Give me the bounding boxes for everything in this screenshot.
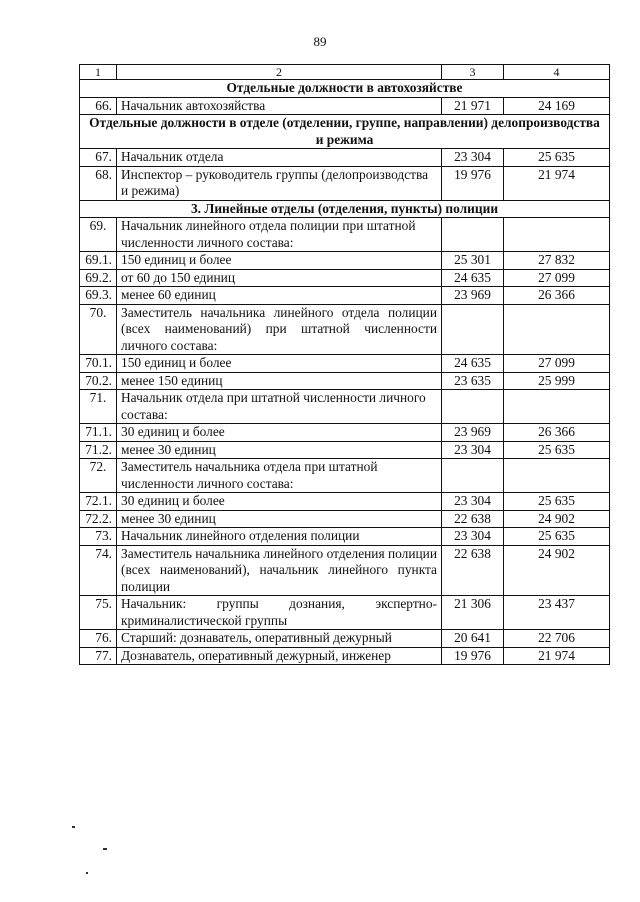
- row-number: 69.3.: [80, 287, 117, 305]
- salary-value-col3: 23 304: [442, 493, 504, 511]
- row-number: 70.2.: [80, 372, 117, 390]
- position-name: Начальник автохозяйства: [117, 97, 442, 115]
- salary-value-col3: [442, 218, 504, 252]
- salary-value-col4: 26 366: [504, 287, 610, 305]
- position-name: менее 30 единиц: [117, 441, 442, 459]
- row-number: 73.: [80, 528, 117, 546]
- salary-value-col4: 25 635: [504, 149, 610, 167]
- header-col-3: 3: [442, 65, 504, 80]
- row-number: 77.: [80, 647, 117, 665]
- salary-value-col3: 23 969: [442, 424, 504, 442]
- table-row: [80, 441, 610, 459]
- row-number: 72.1.: [80, 493, 117, 511]
- section-row: [80, 115, 610, 149]
- salary-value-col3: [442, 304, 504, 355]
- table-row: [80, 149, 610, 167]
- position-name: 150 единиц и более: [117, 252, 442, 270]
- salary-value-col3: 23 969: [442, 287, 504, 305]
- row-number: 70.1.: [80, 355, 117, 373]
- row-number: 71.1.: [80, 424, 117, 442]
- salary-value-col4: 24 902: [504, 510, 610, 528]
- table-row: [80, 424, 610, 442]
- table-row: [80, 166, 610, 200]
- table-row: [80, 355, 610, 373]
- header-col-2: 2: [117, 65, 442, 80]
- table-row: [80, 630, 610, 648]
- row-number: 72.: [80, 459, 117, 493]
- salary-value-col4: 24 169: [504, 97, 610, 115]
- header-col-1: 1: [80, 65, 117, 80]
- salary-value-col4: 27 099: [504, 269, 610, 287]
- salary-value-col3: [442, 390, 504, 424]
- position-name: 150 единиц и более: [117, 355, 442, 373]
- salary-table: [79, 64, 610, 665]
- salary-value-col3: 20 641: [442, 630, 504, 648]
- salary-value-col4: [504, 218, 610, 252]
- salary-value-col3: 21 971: [442, 97, 504, 115]
- salary-value-col4: 22 706: [504, 630, 610, 648]
- salary-value-col3: 22 638: [442, 545, 504, 596]
- row-number: 67.: [80, 149, 117, 167]
- section-title: Отдельные должности в автохозяйстве: [80, 80, 610, 98]
- position-name: 30 единиц и более: [117, 493, 442, 511]
- salary-value-col4: 25 635: [504, 493, 610, 511]
- page-number: 89: [313, 34, 327, 49]
- table-row: [80, 287, 610, 305]
- table-row: [80, 252, 610, 270]
- table-row: [80, 459, 610, 493]
- salary-value-col3: 23 304: [442, 149, 504, 167]
- salary-value-col4: 25 635: [504, 528, 610, 546]
- row-number: 70.: [80, 304, 117, 355]
- section-title: 3. Линейные отделы (отделения, пункты) полиции: [80, 200, 610, 218]
- table-row: [80, 647, 610, 665]
- scan-speck: [86, 872, 88, 874]
- table-row: [80, 528, 610, 546]
- row-number: 68.: [80, 166, 117, 200]
- salary-value-col3: 21 306: [442, 596, 504, 630]
- position-name: менее 30 единиц: [117, 510, 442, 528]
- salary-value-col4: [504, 304, 610, 355]
- salary-value-col3: 22 638: [442, 510, 504, 528]
- salary-value-col3: 23 304: [442, 528, 504, 546]
- salary-value-col4: 24 902: [504, 545, 610, 596]
- position-name: менее 60 единиц: [117, 287, 442, 305]
- salary-value-col4: 21 974: [504, 647, 610, 665]
- scan-speck: [72, 826, 75, 828]
- table-row: [80, 218, 610, 252]
- salary-value-col3: 24 635: [442, 355, 504, 373]
- row-number: 76.: [80, 630, 117, 648]
- row-number: 69.: [80, 218, 117, 252]
- position-name: Старший: дознаватель, оперативный дежурный: [117, 630, 442, 648]
- row-number: 66.: [80, 97, 117, 115]
- salary-value-col3: 25 301: [442, 252, 504, 270]
- header-col-4: 4: [504, 65, 610, 80]
- row-number: 69.2.: [80, 269, 117, 287]
- salary-value-col4: [504, 390, 610, 424]
- header-row: [80, 65, 610, 80]
- salary-value-col4: [504, 459, 610, 493]
- salary-value-col3: 23 635: [442, 372, 504, 390]
- position-name: 30 единиц и более: [117, 424, 442, 442]
- table-row: [80, 304, 610, 355]
- salary-value-col4: 26 366: [504, 424, 610, 442]
- position-name: менее 150 единиц: [117, 372, 442, 390]
- table-row: [80, 493, 610, 511]
- position-name: Заместитель начальника отдела при штатной численности личного состава:: [117, 459, 442, 493]
- salary-value-col4: 27 099: [504, 355, 610, 373]
- row-number: 71.2.: [80, 441, 117, 459]
- table-row: [80, 596, 610, 630]
- position-name: Дознаватель, оперативный дежурный, инженер: [117, 647, 442, 665]
- salary-value-col3: 23 304: [442, 441, 504, 459]
- section-title: Отдельные должности в отделе (отделении, группе, направлении) делопроизводства и режима: [80, 115, 610, 149]
- position-name: Заместитель начальника линейного отдела полиции (всех наименований) при штатной численности личного состава:: [117, 304, 442, 355]
- section-row: [80, 200, 610, 218]
- position-name: Начальник отдела: [117, 149, 442, 167]
- salary-value-col4: 25 999: [504, 372, 610, 390]
- salary-value-col3: [442, 459, 504, 493]
- position-name: Начальник: группы дознания, экспертно-криминалистической группы: [117, 596, 442, 630]
- row-number: 75.: [80, 596, 117, 630]
- scan-speck: [103, 848, 107, 850]
- row-number: 74.: [80, 545, 117, 596]
- row-number: 69.1.: [80, 252, 117, 270]
- table-row: [80, 545, 610, 596]
- table-row: [80, 390, 610, 424]
- table-row: [80, 372, 610, 390]
- salary-value-col4: 25 635: [504, 441, 610, 459]
- position-name: от 60 до 150 единиц: [117, 269, 442, 287]
- table-row: [80, 97, 610, 115]
- table-row: [80, 269, 610, 287]
- salary-value-col3: 19 976: [442, 647, 504, 665]
- table-row: [80, 510, 610, 528]
- position-name: Начальник отдела при штатной численности личного состава:: [117, 390, 442, 424]
- salary-value-col3: 24 635: [442, 269, 504, 287]
- row-number: 71.: [80, 390, 117, 424]
- position-name: Заместитель начальника линейного отделения полиции (всех наименований), начальник линейного пункта полиции: [117, 545, 442, 596]
- salary-value-col4: 21 974: [504, 166, 610, 200]
- salary-value-col3: 19 976: [442, 166, 504, 200]
- salary-value-col4: 27 832: [504, 252, 610, 270]
- row-number: 72.2.: [80, 510, 117, 528]
- position-name: Начальник линейного отдела полиции при штатной численности личного состава:: [117, 218, 442, 252]
- position-name: Инспектор – руководитель группы (делопроизводства и режима): [117, 166, 442, 200]
- position-name: Начальник линейного отделения полиции: [117, 528, 442, 546]
- section-row: [80, 80, 610, 98]
- salary-value-col4: 23 437: [504, 596, 610, 630]
